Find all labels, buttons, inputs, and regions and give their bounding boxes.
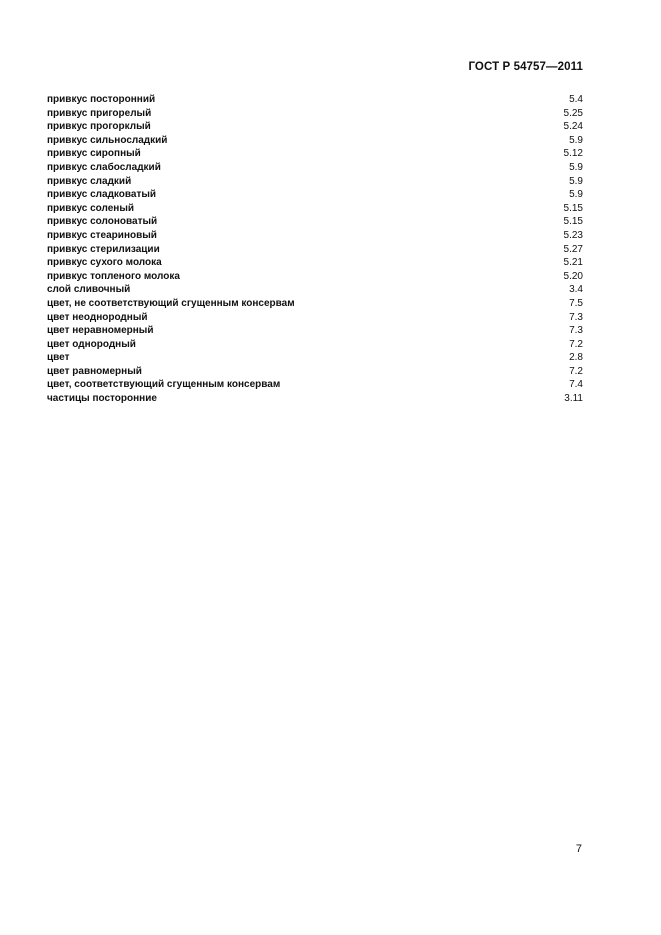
document-header-standard: ГОСТ Р 54757—2011 (468, 61, 583, 73)
term-index (47, 93, 583, 406)
index-term: привкус пригорелый (47, 107, 152, 119)
index-row (47, 147, 583, 161)
index-ref: 7.4 (569, 379, 583, 391)
index-row (47, 188, 583, 202)
index-term: цвет, не соответствующий сгущенным консервам (47, 297, 295, 309)
index-ref: 5.9 (569, 189, 583, 201)
index-term: цвет равномерный (47, 365, 142, 377)
index-ref: 5.15 (563, 216, 583, 228)
index-term: цвет, соответствующий сгущенным консервам (47, 379, 281, 391)
index-term: цвет неравномерный (47, 325, 154, 337)
index-row (47, 202, 583, 216)
index-term: привкус стерилизации (47, 243, 160, 255)
index-ref: 5.23 (563, 229, 583, 241)
index-row (47, 107, 583, 121)
index-term: цвет однородный (47, 338, 136, 350)
index-ref: 5.4 (569, 94, 583, 105)
index-term: привкус сладковатый (47, 189, 157, 201)
index-ref: 5.9 (569, 161, 583, 173)
index-row (47, 120, 583, 134)
index-ref: 5.27 (563, 243, 583, 255)
index-term: привкус соленый (47, 202, 135, 214)
index-ref: 3.11 (564, 393, 583, 405)
index-ref: 7.5 (569, 297, 583, 309)
index-term: частицы посторонние (47, 393, 157, 405)
index-ref: 5.9 (569, 134, 583, 146)
index-row (47, 351, 583, 365)
index-row (47, 283, 583, 297)
index-term: привкус стеариновый (47, 229, 157, 241)
index-ref: 2.8 (569, 352, 583, 364)
index-row (47, 392, 583, 406)
index-term: привкус сухого молока (47, 257, 162, 269)
index-ref: 3.4 (569, 284, 583, 296)
index-row (47, 270, 583, 284)
index-term: привкус слабосладкий (47, 161, 161, 173)
index-ref: 5.15 (563, 202, 583, 214)
index-term: привкус сиропный (47, 148, 141, 160)
index-row (47, 175, 583, 189)
index-term: привкус сильносладкий (47, 134, 168, 146)
page-number: 7 (575, 843, 582, 855)
index-ref: 5.20 (563, 270, 583, 282)
index-row (47, 134, 583, 148)
index-term: цвет (47, 352, 70, 364)
index-row (47, 256, 583, 270)
index-row (47, 161, 583, 175)
index-term: слой сливочный (47, 284, 131, 296)
index-term: привкус прогорклый (47, 121, 151, 133)
index-ref: 7.2 (569, 338, 583, 350)
index-row (47, 378, 583, 392)
index-row (47, 93, 583, 107)
index-row (47, 311, 583, 325)
index-term: привкус сладкий (47, 175, 132, 187)
index-term: привкус топленого молока (47, 270, 180, 282)
index-ref: 7.2 (569, 365, 583, 377)
index-row (47, 324, 583, 338)
index-row (47, 297, 583, 311)
index-row (47, 229, 583, 243)
index-row (47, 338, 583, 352)
index-row (47, 365, 583, 379)
index-ref: 5.12 (563, 148, 583, 160)
index-ref: 5.21 (563, 257, 583, 269)
index-ref: 5.25 (563, 107, 583, 119)
index-term: цвет неоднородный (47, 311, 148, 323)
index-term: привкус солоноватый (47, 216, 158, 228)
index-ref: 5.24 (563, 121, 583, 133)
index-ref: 7.3 (569, 325, 583, 337)
index-ref: 7.3 (569, 311, 583, 323)
index-row (47, 215, 583, 229)
index-term: привкус посторонний (47, 94, 156, 105)
index-ref: 5.9 (569, 175, 583, 187)
index-row (47, 243, 583, 257)
